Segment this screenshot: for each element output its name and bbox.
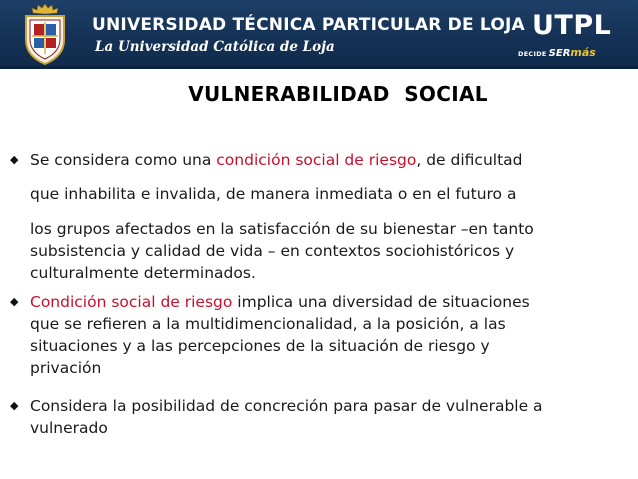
university-crest-icon xyxy=(14,2,76,66)
university-name: UNIVERSIDAD TÉCNICA PARTICULAR DE LOJA xyxy=(92,15,525,35)
bullet-line: culturalmente determinados. xyxy=(30,264,256,282)
header-banner xyxy=(0,0,638,69)
bullet-line: Se considera como una condición social de riesgo, de dificultad xyxy=(30,151,523,169)
bullet-line: vulnerado xyxy=(30,419,108,437)
bullet-line: Considera la posibilidad de concreción para pasar de vulnerable a xyxy=(30,397,543,415)
bullet-line: los grupos afectados en la satisfacción de su bienestar –en tanto xyxy=(30,220,534,238)
bullet-line: que se refieren a la multidimencionalidad, a la posición, a las xyxy=(30,315,506,333)
bullet-marker-icon: ◆ xyxy=(10,399,19,412)
bullet-line: subsistencia y calidad de vida – en contextos sociohistóricos y xyxy=(30,242,515,260)
bullet-line: Condición social de riesgo implica una diversidad de situaciones xyxy=(30,293,530,311)
utpl-logo: UTPL xyxy=(532,10,612,41)
bullet-marker-icon: ◆ xyxy=(10,295,19,308)
university-subtitle: La Universidad Católica de Loja xyxy=(95,39,335,55)
tagline-ser: SER xyxy=(548,48,571,59)
bullet-marker-icon: ◆ xyxy=(10,153,19,166)
highlight-term: Condición social de riesgo xyxy=(30,293,233,311)
bullet-line: situaciones y a las percepciones de la situación de riesgo y xyxy=(30,337,490,355)
tagline-mas: más xyxy=(570,46,596,59)
bullet-line: privación xyxy=(30,359,102,377)
slide-title: VULNERABILIDAD SOCIAL xyxy=(188,82,488,106)
bullet-line: que inhabilita e invalida, de manera inmediata o en el futuro a xyxy=(30,185,517,203)
tagline-decide: DECIDE xyxy=(518,50,547,58)
utpl-tagline xyxy=(518,41,596,60)
highlight-term: condición social de riesgo xyxy=(216,151,417,169)
